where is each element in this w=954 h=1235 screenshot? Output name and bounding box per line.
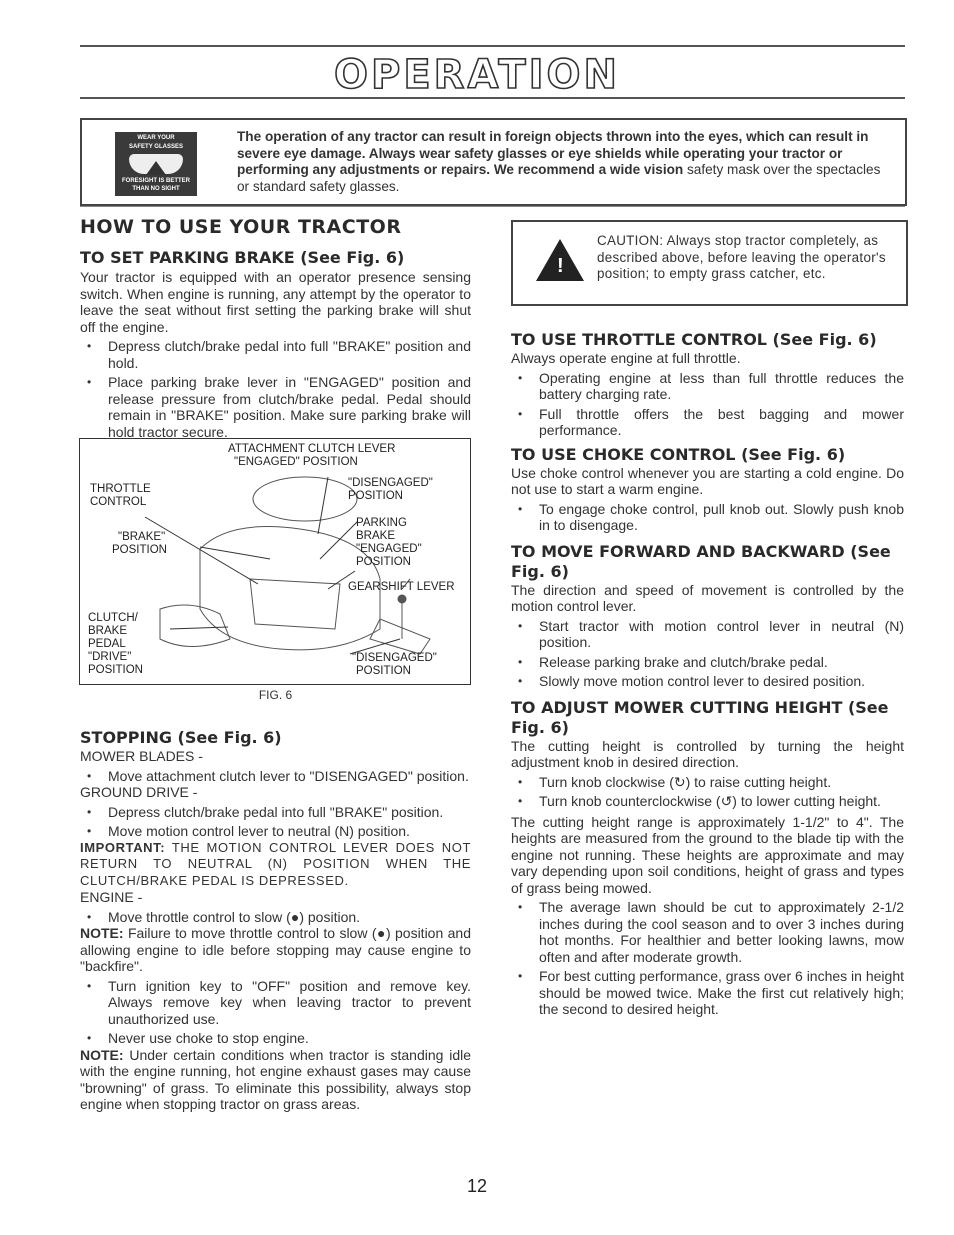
fig-label-parking-position: POSITION <box>356 556 411 568</box>
list-item: • Move attachment clutch lever to "DISENGAGED" position. <box>80 768 471 785</box>
fig-label-parking-engaged: "ENGAGED" <box>356 543 422 555</box>
how-to-heading: HOW TO USE YOUR TRACTOR <box>80 216 402 238</box>
fig-label-drive: "DRIVE" <box>88 651 132 663</box>
list-item: • Move motion control lever to neutral (N) position. <box>80 823 471 840</box>
fig-label-pedal: PEDAL <box>88 638 126 650</box>
height-range-text: The cutting height range is approximately 1-1/2" to 4". The heights are measured from the ground to the blade tip with the engine not running. These heights are approximate and may vary depending upon soil conditions, height of grass and types of grass being mowed. <box>511 813 904 896</box>
header-rule-top <box>80 45 905 47</box>
fig-label-drive-position: POSITION <box>88 664 143 676</box>
ground-drive-label: GROUND DRIVE - <box>80 784 198 800</box>
important-label: IMPORTANT: <box>80 839 166 855</box>
badge-line: WEAR YOUR <box>137 135 175 141</box>
fig-label-throttle: THROTTLE <box>90 483 151 495</box>
throttle-section <box>511 350 904 439</box>
list-item <box>80 909 471 926</box>
list-item: • Release parking brake and clutch/brake pedal. <box>511 654 904 671</box>
list-item: • The average lawn should be cut to approximately 2-1/2 inches during the cool season and to over 3 inches during hot months. For healthier and better looking lawns, mow often and after moderate growth. <box>511 899 904 965</box>
throttle-heading: TO USE THROTTLE CONTROL (See Fig. 6) <box>511 330 877 349</box>
cw-text-b: ) to raise cutting height. <box>685 773 832 790</box>
list-item: • Depress clutch/brake pedal into full "BRAKE" position and hold. <box>80 338 471 371</box>
fig-label-parking-brake: BRAKE <box>356 530 395 542</box>
throttle-intro: Always operate engine at full throttle. <box>511 350 741 366</box>
page-number: 12 <box>466 1176 488 1196</box>
ccw-text-a: Turn knob counterclockwise ( <box>539 793 721 809</box>
important-note <box>80 840 471 890</box>
list-item: • Never use choke to stop engine. <box>80 1030 471 1047</box>
fig-label-brake: "BRAKE" <box>118 531 166 543</box>
header-rule-bottom <box>80 97 905 99</box>
stopping-heading: STOPPING (See Fig. 6) <box>80 728 282 747</box>
choke-heading: TO USE CHOKE CONTROL (See Fig. 6) <box>511 444 846 464</box>
important-text: THE MOTION CONTROL LEVER DOES NOT RETURN TO NEUTRAL (N) POSITION WHEN THE CLUTCH/BRAKE PEDAL IS DEPRESSED. <box>80 839 471 888</box>
list-item: • Turn ignition key to "OFF" position and remove key. Always remove key when leaving tractor to prevent unauthorized use. <box>80 978 471 1028</box>
fig-label-engaged: "ENGAGED" POSITION <box>234 456 358 468</box>
move-section <box>511 582 904 690</box>
fig-label-disengaged: "DISENGAGED" <box>348 477 433 489</box>
height-intro: The cutting height is controlled by turning the height adjustment knob in desired direction. <box>511 737 904 770</box>
warning-text-bold: The operation of any tractor can result in foreign objects thrown into the eyes, which can result in severe eye damage. Always wear safety glasses or eye shields while operating your tractor or performing any adjustments or repairs. We recommend a wide vision <box>237 129 869 177</box>
choke-section <box>511 465 904 534</box>
exclamation-icon: ! <box>557 255 564 277</box>
figure-caption: FIG. 6 <box>258 688 293 702</box>
note1-text-a: Failure to move throttle control to slow ( <box>127 925 377 941</box>
cw-text-a: Turn knob clockwise ( <box>539 773 674 790</box>
fig-label-gearshift: GEARSHIFT LEVER <box>348 581 455 593</box>
parking-heading: TO SET PARKING BRAKE (See Fig. 6) <box>80 248 405 267</box>
height-heading: TO ADJUST MOWER CUTTING HEIGHT (See Fig. 6) <box>511 697 889 737</box>
figure-6 <box>79 438 471 685</box>
section-rule <box>80 206 905 207</box>
list-item: • For best cutting performance, grass over 6 inches in height should be mowed twice. Make the first cut relatively high; the second to desired height. <box>511 968 904 1018</box>
parking-intro: Your tractor is equipped with an operator presence sensing switch. When engine is running, any attempt by the operator to leave the seat without first setting the parking brake will shut off the engine. <box>80 269 471 335</box>
list-item: • Operating engine at less than full throttle reduces the battery charging rate. <box>511 370 904 403</box>
list-item: • Depress clutch/brake pedal into full "BRAKE" position. <box>80 804 471 821</box>
choke-intro: Use choke control whenever you are starting a cold engine. Do not use to start a warm engine. <box>511 464 904 497</box>
caution-box <box>511 220 908 306</box>
engine-label: ENGINE - <box>80 889 143 905</box>
list-item: • Start tractor with motion control lever in neutral (N) position. <box>511 618 904 651</box>
height-section <box>511 738 904 1018</box>
page-title: OPERATION <box>334 52 620 98</box>
caution-text: CAUTION: Always stop tractor completely, as described above, before leaving the operator's position; to empty grass catcher, etc. <box>597 233 886 281</box>
right-column <box>511 330 904 1018</box>
move-intro: The direction and speed of movement is controlled by the motion control lever. <box>511 581 904 614</box>
fig-label-position: POSITION <box>348 490 403 502</box>
move-heading: TO MOVE FORWARD AND BACKWARD (See Fig. 6) <box>511 541 891 581</box>
warning-text-light: safety mask over the spectacles or standard safety glasses. <box>237 162 881 194</box>
clockwise-arrow-icon: ↻ <box>673 773 686 790</box>
stopping-section <box>80 748 471 1113</box>
fig-label-parking: PARKING <box>356 517 407 529</box>
badge-line: THAN NO SIGHT <box>132 186 180 192</box>
fig-label-position-2: POSITION <box>356 665 411 677</box>
engine-text-a: Move throttle control to slow ( <box>108 908 291 925</box>
list-item <box>511 774 904 791</box>
engine-text-b: ) position. <box>299 908 361 925</box>
ccw-text-b: ) to lower cutting height. <box>732 793 881 809</box>
fig-label-clutch-brake: BRAKE <box>88 625 127 637</box>
badge-line: SAFETY GLASSES <box>129 144 183 150</box>
blades-label: MOWER BLADES - <box>80 748 203 764</box>
list-item: • Slowly move motion control lever to desired position. <box>511 673 904 690</box>
parking-section <box>80 269 471 440</box>
list-item <box>511 793 904 810</box>
turtle-slow-icon: ● <box>376 925 386 941</box>
warning-text <box>237 129 887 195</box>
safety-warning-box <box>80 118 907 206</box>
note-label: NOTE: <box>80 1046 124 1063</box>
fig-label-clutch: CLUTCH/ <box>88 612 138 624</box>
note1-text-b: ) position and allowing engine to idle before stopping may cause engine to "backfire". <box>80 925 471 974</box>
note2-text: Under certain conditions when tractor is standing idle with the engine running, hot engine exhaust gases may cause "browning" of grass. To eliminate this possibility, always stop engine when stopping tractor on grass areas. <box>80 1046 472 1112</box>
list-item: • Place parking brake lever in "ENGAGED" position and release pressure from clutch/brake pedal. Pedal should remain in "BRAKE" position. Make sure parking brake will hold tractor secure. <box>80 374 471 440</box>
steering-wheel-shape <box>253 477 357 521</box>
list-item: • To engage choke control, pull knob out. Slowly push knob in to disengage. <box>511 501 904 534</box>
tractor-illustration <box>80 439 470 684</box>
fig-label-control: CONTROL <box>90 496 147 508</box>
turtle-slow-icon: ● <box>290 908 300 925</box>
fig-label-disengaged-2: "DISENGAGED" <box>352 652 437 664</box>
badge-line: FORESIGHT IS BETTER <box>121 178 190 184</box>
list-item: • Full throttle offers the best bagging and mower performance. <box>511 406 904 439</box>
fig-label-brake-position: POSITION <box>112 544 167 556</box>
warning-triangle-icon <box>146 161 166 175</box>
note-2 <box>80 1047 471 1113</box>
fig-label-attachment: ATTACHMENT CLUTCH LEVER <box>228 443 396 455</box>
safety-glasses-icon <box>115 132 197 196</box>
counterclockwise-arrow-icon: ↺ <box>720 793 733 809</box>
note-label: NOTE: <box>80 925 124 941</box>
note-1 <box>80 925 471 975</box>
